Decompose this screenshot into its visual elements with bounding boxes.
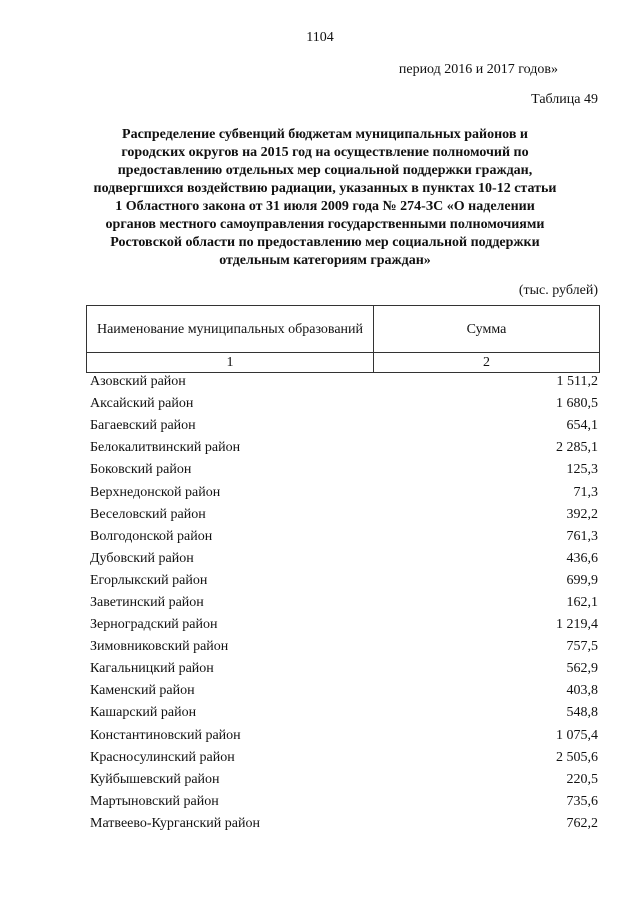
subvention-amount: 2 505,6 bbox=[556, 749, 598, 765]
table-row bbox=[86, 526, 600, 548]
municipality-name: Мартыновский район bbox=[90, 793, 219, 809]
municipality-name: Дубовский район bbox=[90, 550, 194, 566]
municipality-name: Зимовниковский район bbox=[90, 639, 229, 655]
municipality-name: Волгодонской район bbox=[90, 528, 213, 544]
table-row bbox=[86, 747, 600, 769]
subvention-amount: 735,6 bbox=[566, 793, 598, 809]
subvention-amount: 403,8 bbox=[566, 683, 598, 699]
col-number-2: 2 bbox=[374, 353, 600, 373]
municipality-name: Багаевский район bbox=[90, 418, 196, 434]
period-note: период 2016 и 2017 годов» bbox=[398, 62, 558, 77]
municipality-name: Боковский район bbox=[90, 462, 192, 478]
col-header-name: Наименование муниципальных образований bbox=[87, 306, 374, 353]
table-row bbox=[86, 459, 600, 481]
municipality-name: Кагальницкий район bbox=[90, 661, 214, 677]
subvention-amount: 548,8 bbox=[566, 705, 598, 721]
table-row bbox=[86, 636, 600, 658]
col-header-sum: Сумма bbox=[374, 306, 600, 353]
subvention-amount: 699,9 bbox=[566, 572, 598, 588]
page-number: 1104 bbox=[306, 30, 334, 45]
subvention-amount: 1 219,4 bbox=[556, 617, 598, 633]
subvention-amount: 2 285,1 bbox=[556, 440, 598, 456]
subvention-amount: 220,5 bbox=[566, 771, 598, 787]
table-row bbox=[86, 504, 600, 526]
table-row bbox=[86, 371, 600, 393]
municipality-name: Константиновский район bbox=[90, 727, 241, 743]
table-row bbox=[86, 437, 600, 459]
table-row bbox=[86, 393, 600, 415]
subvention-amount: 761,3 bbox=[566, 528, 598, 544]
subvention-amount: 757,5 bbox=[566, 639, 598, 655]
municipality-name: Зерноградский район bbox=[90, 617, 218, 633]
table-row bbox=[86, 769, 600, 791]
municipality-name: Егорлыкский район bbox=[90, 572, 208, 588]
subvention-amount: 562,9 bbox=[566, 661, 598, 677]
municipality-name: Веселовский район bbox=[90, 506, 206, 522]
municipality-name: Азовский район bbox=[90, 374, 186, 390]
table-header bbox=[86, 305, 600, 373]
subvention-amount: 1 511,2 bbox=[556, 374, 598, 390]
subvention-amount: 162,1 bbox=[566, 594, 598, 610]
subvention-amount: 436,6 bbox=[566, 550, 598, 566]
municipality-name: Белокалитвинский район bbox=[90, 440, 241, 456]
col-number-1: 1 bbox=[87, 353, 374, 373]
municipality-name: Кашарский район bbox=[90, 705, 197, 721]
subvention-amount: 1 075,4 bbox=[556, 727, 598, 743]
table-row bbox=[86, 481, 600, 503]
municipality-name: Заветинский район bbox=[90, 594, 204, 610]
table-row bbox=[86, 570, 600, 592]
table-label: Таблица 49 bbox=[531, 92, 598, 107]
municipality-name: Аксайский район bbox=[90, 396, 194, 412]
table-body bbox=[86, 371, 600, 835]
header-row bbox=[87, 306, 600, 353]
table-row bbox=[86, 658, 600, 680]
unit-note: (тыс. рублей) bbox=[518, 283, 598, 298]
table-row bbox=[86, 791, 600, 813]
subvention-amount: 71,3 bbox=[573, 484, 598, 500]
municipality-name: Красносулинский район bbox=[90, 749, 235, 765]
table-row bbox=[86, 415, 600, 437]
table-row bbox=[86, 702, 600, 724]
table-row bbox=[86, 680, 600, 702]
table-row bbox=[86, 813, 600, 835]
subvention-amount: 654,1 bbox=[566, 418, 598, 434]
table-row bbox=[86, 592, 600, 614]
municipality-name: Верхнедонской район bbox=[90, 484, 221, 500]
table-row bbox=[86, 548, 600, 570]
municipality-name: Куйбышевский район bbox=[90, 771, 220, 787]
subvention-amount: 762,2 bbox=[566, 815, 598, 831]
municipality-name: Каменский район bbox=[90, 683, 195, 699]
document-heading: Распределение субвенций бюджетам муниципальных районов и городских округов на 2015 год на осуществление полномочий по предоставлению отдельных мер социальной поддержки граждан, подвергшихся воздействию радиации, указанных в пунктах 10-12 статьи 1 Областного закона от 31 июля 2009 года № 274-ЗС «О наделении органов местного самоуправления государственными полномочиями Ростовской области по предоставлению мер социальной поддержки отдельным категориям граждан» bbox=[93, 127, 557, 268]
subvention-amount: 392,2 bbox=[566, 506, 598, 522]
table-row bbox=[86, 614, 600, 636]
municipality-name: Матвеево-Курганский район bbox=[90, 815, 260, 831]
subvention-amount: 125,3 bbox=[566, 462, 598, 478]
subvention-amount: 1 680,5 bbox=[556, 396, 598, 412]
column-number-row bbox=[87, 353, 600, 373]
table-row bbox=[86, 725, 600, 747]
